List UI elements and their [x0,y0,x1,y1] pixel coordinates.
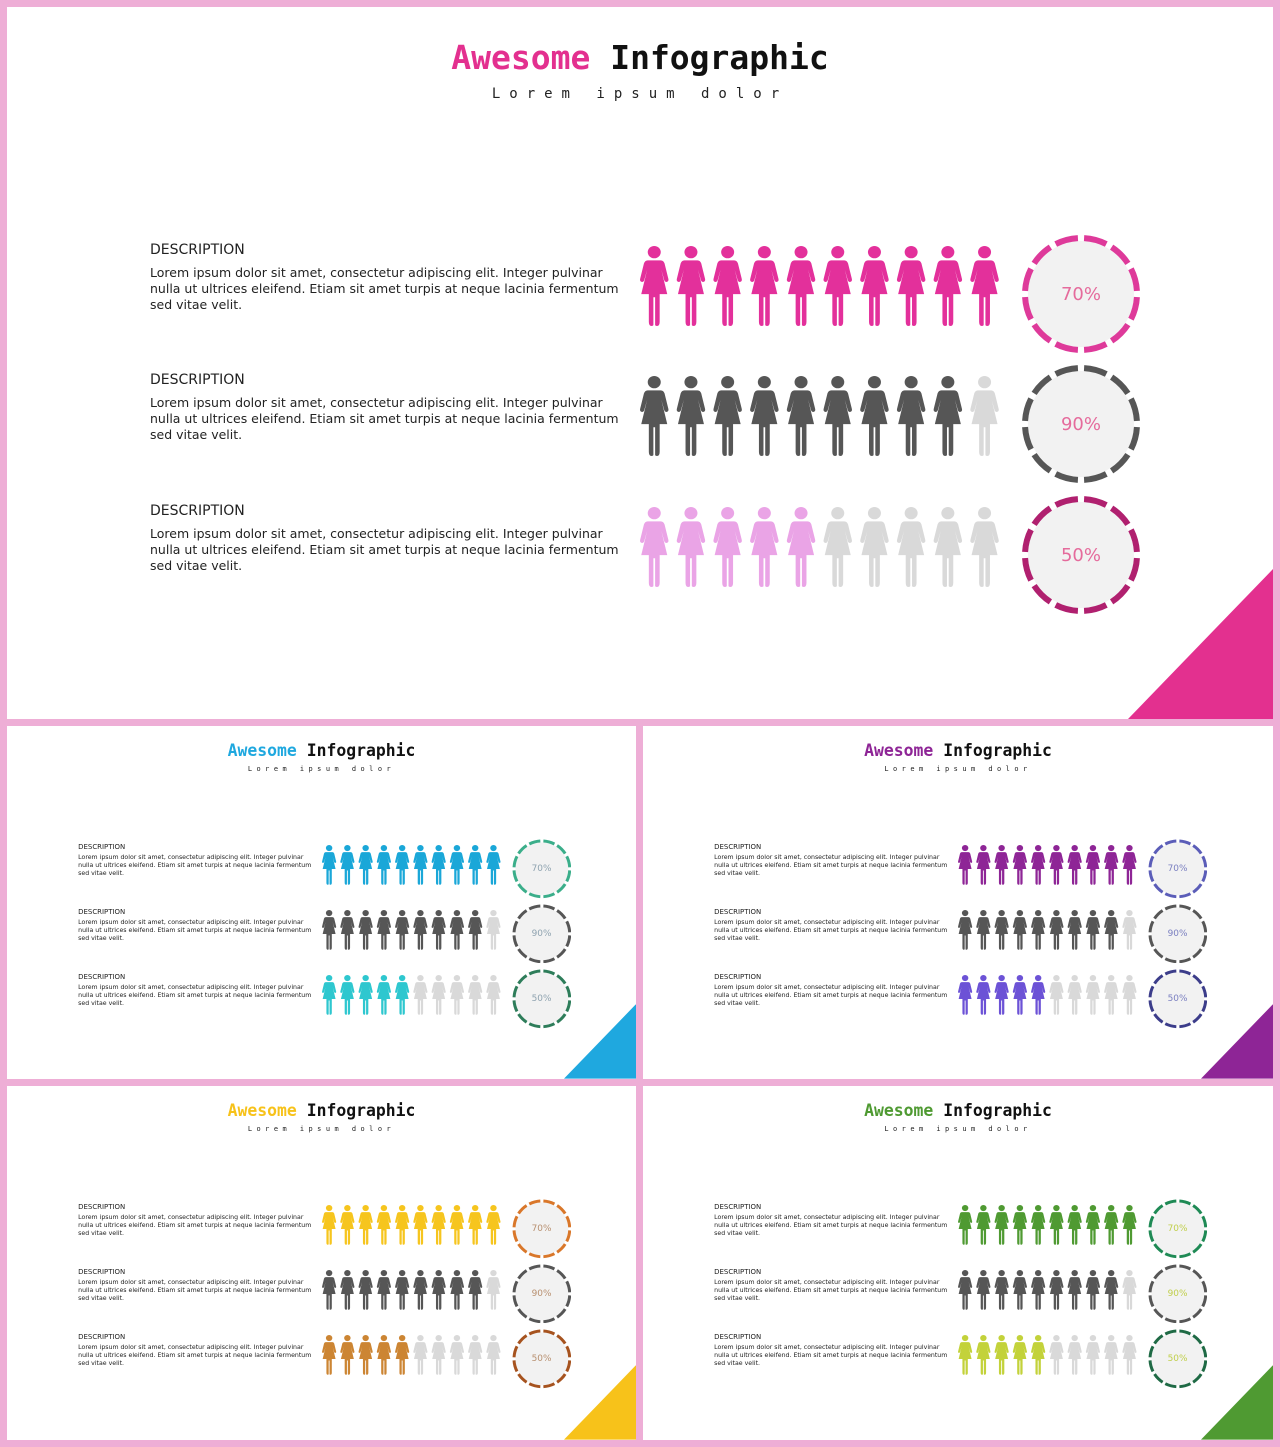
woman-figure-icon [1086,1335,1100,1376]
stat-row [7,1264,636,1324]
row-description: Lorem ipsum dolor sit amet, consectetur adipiscing elit. Integer pulvinar nulla ut ultrices eleifend. Etiam sit amet turpis at neque lacinia fermentum sed vitae velit. [78,1344,312,1368]
people-figures [321,1335,502,1376]
woman-figure-icon [486,1270,500,1311]
woman-figure-icon [340,910,354,951]
woman-figure-icon [976,975,990,1016]
percent-ring [512,969,572,1029]
woman-figure-icon [976,1205,990,1246]
title-accent-word: Awesome [227,741,297,761]
stat-row [7,1329,636,1389]
woman-figure-icon [340,1335,354,1376]
percent-ring [1148,1329,1208,1389]
percent-label: 50% [1060,544,1101,566]
woman-figure-icon [1049,975,1063,1016]
woman-figure-icon [1031,910,1045,951]
percent-ring [1021,234,1141,354]
woman-figure-icon [970,246,998,328]
title-accent-word: Awesome [864,1101,934,1121]
percent-label: 50% [531,1353,552,1364]
woman-figure-icon [677,376,705,458]
woman-figure-icon [860,376,888,458]
woman-figure-icon [450,910,464,951]
title-accent-word: Awesome [451,38,591,77]
title-spacer [933,741,943,760]
percent-ring [1148,1264,1208,1324]
slide-subtitle: Lorem ipsum dolor [247,765,396,774]
woman-figure-icon [713,507,741,589]
stat-row [643,1199,1273,1259]
woman-figure-icon [1031,845,1045,886]
stat-row [7,839,636,899]
slide-subtitle: Lorem ipsum dolor [247,1125,396,1134]
woman-figure-icon [468,975,482,1016]
title-main-word: Infographic [610,38,829,77]
woman-figure-icon [1122,1270,1136,1311]
woman-figure-icon [377,1270,391,1311]
people-figures [321,910,502,951]
percent-label: 70% [531,863,552,874]
percent-label: 90% [1167,928,1188,939]
thumbnail-slide-1[interactable] [7,726,636,1079]
woman-figure-icon [958,1205,972,1246]
percent-ring [512,1199,572,1259]
woman-figure-icon [432,845,446,886]
people-figures [957,975,1138,1016]
woman-figure-icon [958,845,972,886]
percent-ring [1148,969,1208,1029]
row-heading: DESCRIPTION [78,842,126,851]
woman-figure-icon [1086,910,1100,951]
row-heading: DESCRIPTION [78,972,126,981]
woman-figure-icon [958,1335,972,1376]
woman-figure-icon [377,845,391,886]
woman-figure-icon [787,507,815,589]
title-spacer [297,1101,307,1120]
woman-figure-icon [1068,975,1082,1016]
slide-subtitle: Lorem ipsum dolor [884,765,1032,774]
woman-figure-icon [359,1270,373,1311]
slide-title [643,741,1273,760]
woman-figure-icon [1013,1270,1027,1311]
woman-figure-icon [995,1205,1009,1246]
woman-figure-icon [1049,1335,1063,1376]
woman-figure-icon [432,1205,446,1246]
woman-figure-icon [359,845,373,886]
woman-figure-icon [1122,975,1136,1016]
woman-figure-icon [395,975,409,1016]
stat-row [643,839,1273,899]
row-heading: DESCRIPTION [78,1332,126,1341]
row-description: Lorem ipsum dolor sit amet, consectetur adipiscing elit. Integer pulvinar nulla ut ultrices eleifend. Etiam sit amet turpis at neque lacinia fermentum sed vitae velit. [78,984,312,1008]
woman-figure-icon [1122,910,1136,951]
stat-row [643,969,1273,1029]
woman-figure-icon [432,910,446,951]
people-figures [957,910,1138,951]
row-heading: DESCRIPTION [150,372,245,388]
woman-figure-icon [468,1205,482,1246]
woman-figure-icon [1086,975,1100,1016]
woman-figure-icon [1086,1270,1100,1311]
woman-figure-icon [450,845,464,886]
slide-subtitle: Lorem ipsum dolor [491,86,789,102]
woman-figure-icon [340,845,354,886]
woman-figure-icon [377,910,391,951]
row-description: Lorem ipsum dolor sit amet, consectetur adipiscing elit. Integer pulvinar nulla ut ultrices eleifend. Etiam sit amet turpis at neque lacinia fermentum sed vitae velit. [714,1279,948,1303]
row-description: Lorem ipsum dolor sit amet, consectetur adipiscing elit. Integer pulvinar nulla ut ultrices eleifend. Etiam sit amet turpis at neque lacinia fermentum sed vitae velit. [714,854,948,878]
title-main-word: Infographic [943,741,1052,761]
woman-figure-icon [1104,1270,1118,1311]
slide-subtitle: Lorem ipsum dolor [884,1125,1032,1134]
woman-figure-icon [995,845,1009,886]
woman-figure-icon [995,910,1009,951]
percent-ring [512,1329,572,1389]
stat-row [643,1264,1273,1324]
woman-figure-icon [860,507,888,589]
woman-figure-icon [1068,1205,1082,1246]
row-heading: DESCRIPTION [150,242,245,258]
woman-figure-icon [413,1205,427,1246]
woman-figure-icon [750,246,778,328]
corner-triangle-icon [1201,1365,1273,1440]
woman-figure-icon [934,246,962,328]
woman-figure-icon [395,1205,409,1246]
woman-figure-icon [1086,1205,1100,1246]
woman-figure-icon [486,845,500,886]
row-heading: DESCRIPTION [714,972,762,981]
woman-figure-icon [677,507,705,589]
percent-ring [1148,904,1208,964]
woman-figure-icon [322,845,336,886]
woman-figure-icon [486,975,500,1016]
woman-figure-icon [1104,1335,1118,1376]
title-spacer [297,741,307,760]
woman-figure-icon [432,975,446,1016]
slide-title [7,38,1273,77]
people-figures [321,845,502,886]
woman-figure-icon [1049,1270,1063,1311]
row-description: Lorem ipsum dolor sit amet, consectetur adipiscing elit. Integer pulvinar nulla ut ultrices eleifend. Etiam sit amet turpis at neque lacinia fermentum sed vitae velit. [78,854,312,878]
slide-title [7,741,636,760]
thumbnail-slide-2[interactable] [643,726,1273,1079]
title-spacer [933,1101,943,1120]
row-description: Lorem ipsum dolor sit amet, consectetur adipiscing elit. Integer pulvinar nulla ut ultrices eleifend. Etiam sit amet turpis at neque lacinia fermentum sed vitae velit. [714,1214,948,1238]
woman-figure-icon [824,507,852,589]
woman-figure-icon [995,1270,1009,1311]
percent-label: 90% [531,928,552,939]
woman-figure-icon [1031,1335,1045,1376]
row-description: Lorem ipsum dolor sit amet, consectetur adipiscing elit. Integer pulvinar nulla ut ultrices eleifend. Etiam sit amet turpis at neque lacinia fermentum sed vitae velit. [150,265,619,312]
woman-figure-icon [413,845,427,886]
woman-figure-icon [359,1335,373,1376]
woman-figure-icon [377,1335,391,1376]
stat-row [7,904,636,964]
woman-figure-icon [1104,975,1118,1016]
woman-figure-icon [450,975,464,1016]
people-figures [638,246,1001,328]
row-heading: DESCRIPTION [78,1202,126,1211]
percent-ring [512,839,572,899]
woman-figure-icon [1122,1205,1136,1246]
row-description: Lorem ipsum dolor sit amet, consectetur adipiscing elit. Integer pulvinar nulla ut ultrices eleifend. Etiam sit amet turpis at neque lacinia fermentum sed vitae velit. [150,526,619,573]
percent-label: 70% [1167,863,1188,874]
row-heading: DESCRIPTION [714,842,762,851]
corner-triangle-icon [1201,1004,1273,1079]
people-figures [321,975,502,1016]
woman-figure-icon [395,910,409,951]
people-figures [957,845,1138,886]
stat-row [643,1329,1273,1389]
woman-figure-icon [970,376,998,458]
slide-title [7,1101,636,1120]
woman-figure-icon [1031,1205,1045,1246]
woman-figure-icon [1086,845,1100,886]
woman-figure-icon [1013,910,1027,951]
woman-figure-icon [1068,910,1082,951]
woman-figure-icon [958,975,972,1016]
title-accent-word: Awesome [864,741,934,761]
woman-figure-icon [1068,1335,1082,1376]
woman-figure-icon [640,246,668,328]
row-description: Lorem ipsum dolor sit amet, consectetur adipiscing elit. Integer pulvinar nulla ut ultrices eleifend. Etiam sit amet turpis at neque lacinia fermentum sed vitae velit. [78,919,312,943]
stat-row [643,904,1273,964]
percent-ring [1021,364,1141,484]
woman-figure-icon [468,910,482,951]
woman-figure-icon [340,1205,354,1246]
woman-figure-icon [897,507,925,589]
woman-figure-icon [787,376,815,458]
woman-figure-icon [468,1335,482,1376]
woman-figure-icon [322,1270,336,1311]
woman-figure-icon [677,246,705,328]
woman-figure-icon [995,975,1009,1016]
percent-label: 50% [531,993,552,1004]
woman-figure-icon [976,1335,990,1376]
woman-figure-icon [432,1270,446,1311]
woman-figure-icon [359,975,373,1016]
corner-triangle-icon [564,1004,636,1079]
main-slide[interactable] [7,7,1273,719]
woman-figure-icon [934,507,962,589]
woman-figure-icon [486,910,500,951]
stat-row [7,364,1273,484]
percent-ring [1021,495,1141,615]
row-heading: DESCRIPTION [714,907,762,916]
woman-figure-icon [750,507,778,589]
title-main-word: Infographic [306,1101,416,1121]
woman-figure-icon [1031,1270,1045,1311]
people-figures [321,1270,502,1311]
woman-figure-icon [1122,845,1136,886]
woman-figure-icon [640,376,668,458]
people-figures [638,507,1001,589]
woman-figure-icon [468,1270,482,1311]
row-heading: DESCRIPTION [78,907,126,916]
percent-ring [1148,839,1208,899]
stat-row [7,495,1273,615]
woman-figure-icon [860,246,888,328]
woman-figure-icon [413,975,427,1016]
woman-figure-icon [995,1335,1009,1376]
woman-figure-icon [413,1335,427,1376]
woman-figure-icon [976,910,990,951]
percent-label: 70% [1167,1223,1188,1234]
woman-figure-icon [958,1270,972,1311]
woman-figure-icon [340,975,354,1016]
people-figures [638,376,1001,458]
woman-figure-icon [970,507,998,589]
woman-figure-icon [1049,1205,1063,1246]
woman-figure-icon [377,975,391,1016]
woman-figure-icon [486,1205,500,1246]
woman-figure-icon [897,246,925,328]
woman-figure-icon [934,376,962,458]
stat-row [7,1199,636,1259]
people-figures [957,1205,1138,1246]
percent-label: 90% [1167,1288,1188,1299]
percent-label: 90% [531,1288,552,1299]
woman-figure-icon [395,845,409,886]
woman-figure-icon [713,246,741,328]
woman-figure-icon [450,1205,464,1246]
woman-figure-icon [486,1335,500,1376]
woman-figure-icon [413,1270,427,1311]
title-spacer [590,38,610,77]
woman-figure-icon [824,376,852,458]
woman-figure-icon [413,910,427,951]
percent-ring [512,904,572,964]
woman-figure-icon [1068,845,1082,886]
woman-figure-icon [1104,910,1118,951]
woman-figure-icon [468,845,482,886]
woman-figure-icon [340,1270,354,1311]
woman-figure-icon [377,1205,391,1246]
woman-figure-icon [322,975,336,1016]
percent-label: 70% [531,1223,552,1234]
percent-label: 50% [1167,1353,1188,1364]
row-heading: DESCRIPTION [78,1267,126,1276]
row-heading: DESCRIPTION [150,503,245,519]
woman-figure-icon [750,376,778,458]
woman-figure-icon [1013,975,1027,1016]
woman-figure-icon [1104,845,1118,886]
row-description: Lorem ipsum dolor sit amet, consectetur adipiscing elit. Integer pulvinar nulla ut ultrices eleifend. Etiam sit amet turpis at neque lacinia fermentum sed vitae velit. [714,984,948,1008]
row-description: Lorem ipsum dolor sit amet, consectetur adipiscing elit. Integer pulvinar nulla ut ultrices eleifend. Etiam sit amet turpis at neque lacinia fermentum sed vitae velit. [78,1279,312,1303]
woman-figure-icon [640,507,668,589]
woman-figure-icon [1013,1205,1027,1246]
woman-figure-icon [1049,910,1063,951]
woman-figure-icon [322,1335,336,1376]
woman-figure-icon [432,1335,446,1376]
woman-figure-icon [713,376,741,458]
corner-triangle-icon [564,1365,636,1440]
row-heading: DESCRIPTION [714,1202,762,1211]
thumbnail-slide-3[interactable] [7,1086,636,1440]
woman-figure-icon [395,1335,409,1376]
woman-figure-icon [1049,845,1063,886]
woman-figure-icon [359,910,373,951]
percent-ring [512,1264,572,1324]
woman-figure-icon [395,1270,409,1311]
slide-title [643,1101,1273,1120]
row-description: Lorem ipsum dolor sit amet, consectetur adipiscing elit. Integer pulvinar nulla ut ultrices eleifend. Etiam sit amet turpis at neque lacinia fermentum sed vitae velit. [714,1344,948,1368]
percent-label: 50% [1167,993,1188,1004]
woman-figure-icon [322,1205,336,1246]
row-description: Lorem ipsum dolor sit amet, consectetur adipiscing elit. Integer pulvinar nulla ut ultrices eleifend. Etiam sit amet turpis at neque lacinia fermentum sed vitae velit. [78,1214,312,1238]
row-heading: DESCRIPTION [714,1332,762,1341]
percent-label: 90% [1060,413,1101,435]
stat-row [7,234,1273,354]
row-description: Lorem ipsum dolor sit amet, consectetur adipiscing elit. Integer pulvinar nulla ut ultrices eleifend. Etiam sit amet turpis at neque lacinia fermentum sed vitae velit. [150,395,619,442]
thumbnail-slide-4[interactable] [643,1086,1273,1440]
woman-figure-icon [958,910,972,951]
woman-figure-icon [1013,1335,1027,1376]
woman-figure-icon [450,1335,464,1376]
corner-triangle-icon [1128,569,1273,719]
row-heading: DESCRIPTION [714,1267,762,1276]
row-description: Lorem ipsum dolor sit amet, consectetur adipiscing elit. Integer pulvinar nulla ut ultrices eleifend. Etiam sit amet turpis at neque lacinia fermentum sed vitae velit. [714,919,948,943]
woman-figure-icon [897,376,925,458]
stat-row [7,969,636,1029]
people-figures [957,1335,1138,1376]
woman-figure-icon [1013,845,1027,886]
woman-figure-icon [787,246,815,328]
woman-figure-icon [450,1270,464,1311]
woman-figure-icon [976,845,990,886]
woman-figure-icon [1104,1205,1118,1246]
title-main-word: Infographic [306,741,416,761]
people-figures [957,1270,1138,1311]
woman-figure-icon [359,1205,373,1246]
title-accent-word: Awesome [227,1101,297,1121]
woman-figure-icon [1068,1270,1082,1311]
people-figures [321,1205,502,1246]
woman-figure-icon [1031,975,1045,1016]
woman-figure-icon [824,246,852,328]
woman-figure-icon [976,1270,990,1311]
percent-ring [1148,1199,1208,1259]
title-main-word: Infographic [943,1101,1052,1121]
woman-figure-icon [1122,1335,1136,1376]
woman-figure-icon [322,910,336,951]
percent-label: 70% [1060,283,1101,305]
